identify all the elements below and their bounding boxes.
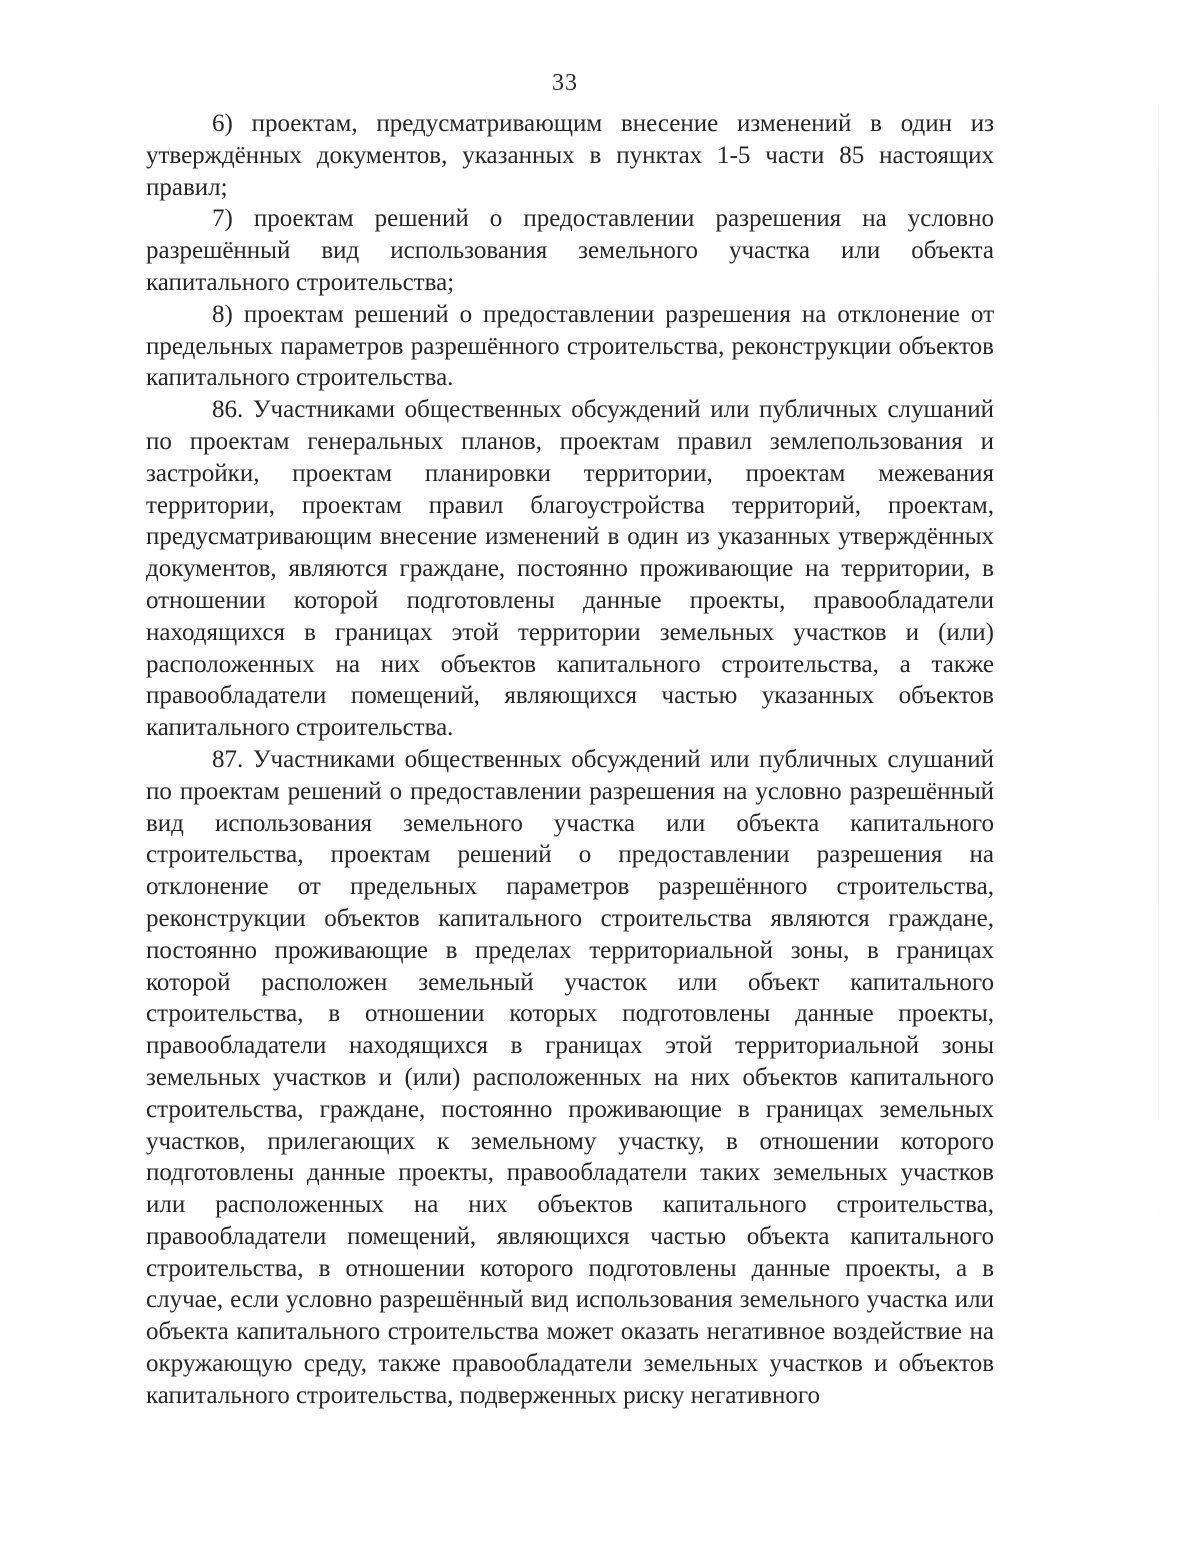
document-body	[146, 108, 994, 1412]
paragraph-item-8: 8) проектам решений о предоставлении разрешения на отклонение от предельных параметров разрешённого строительства, реконструкции объектов капитального строительства.	[146, 300, 994, 392]
scan-edge-mark	[1158, 40, 1159, 1340]
paragraph-clause-87: 87. Участниками общественных обсуждений или публичных слушаний по проектам решений о предоставлении разрешения на условно разрешённый вид использования земельного участка или объекта капитального строительства, проектам решений о предоставлении разрешения на отклонение от предельных параметров разрешённого строительства, реконструкции объектов капитального строительства являются граждане, постоянно проживающие в пределах территориальной зоны, в границах которой расположен земельный участок или объект капитального строительства, в отношении которых подготовлены данные проекты, правообладатели находящихся в границах этой территориальной зоны земельных участков и (или) расположенных на них объектов капитального строительства, граждане, постоянно проживающие в границах земельных участков, прилегающих к земельному участку, в отношении которого подготовлены данные проекты, правообладатели таких земельных участков или расположенных на них объектов капитального строительства, правообладатели помещений, являющихся частью объекта капитального строительства, в отношении которого подготовлены данные проекты, а в случае, если условно разрешённый вид использования земельного участка или объекта капитального строительства может оказать негативное воздействие на окружающую среду, также правообладатели земельных участков и объектов капитального строительства, подверженных риску негативного	[146, 745, 994, 1409]
paragraph-clause-86: 86. Участниками общественных обсуждений или публичных слушаний по проектам генеральных планов, проектам правил землепользования и застройки, проектам планировки территории, проектам межевания территории, проектам правил благоустройства территорий, проектам, предусматривающим внесение изменений в один из указанных утверждённых документов, являются граждане, постоянно проживающие на территории, в отношении которой подготовлены данные проекты, правообладатели находящихся в границах этой территории земельных участков и (или) расположенных на них объектов капитального строительства, а также правообладатели помещений, являющихся частью указанных объектов капитального строительства.	[146, 396, 994, 742]
page-number: 33	[552, 70, 578, 96]
paragraph-item-7: 7) проектам решений о предоставлении разрешения на условно разрешённый вид использования земельного участка или объекта капитального строительства;	[146, 205, 994, 296]
paragraph-item-6: 6) проектам, предусматривающим внесение изменений в один из утверждённых документов, указанных в пунктах 1-5 части 85 настоящих правил;	[146, 110, 994, 201]
